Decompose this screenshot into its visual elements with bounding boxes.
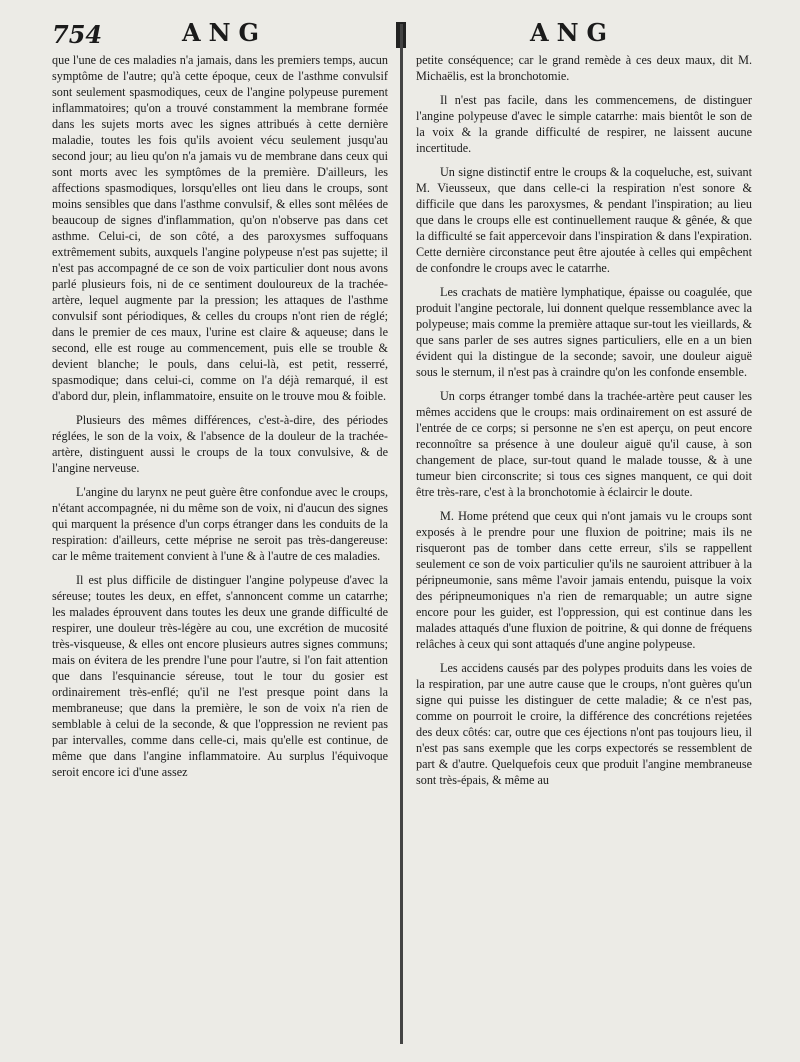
running-head-right: ANG [530,18,616,47]
paragraph: petite conséquence; car le grand remède à ces deux maux, dit M. Michaëlis, est la bronchotomie. [416,53,752,83]
left-column [52,52,388,780]
page-number: 754 [52,20,103,49]
paragraph: Les crachats de matière lymphatique, épaisse ou coagulée, que produit l'angine pectorale, lui donnent quelque ressemblance avec la polypeuse; mais comme la première attaque sur-tout les vieillards, & que sans parler de ses autres signes particuliers, elle en a un bien évident qui la distingue de la seconde; savoir, une douleur aiguë sous le sternum, il n'est pas à craindre qu'on les confonde ensemble. [416,285,752,379]
paragraph: Il est plus difficile de distinguer l'angine polypeuse d'avec la séreuse; toutes les deux, en effet, s'annoncent comme un catarrhe; les malades éprouvent dans toutes les deux une grande difficulté de respirer, une douleur très-légère au cou, une excrétion de mucosité très-visqueuse, & elles ont encore plusieurs autres signes communs; mais on évitera de les prendre l'une pour l'autre, si l'on fait attention que dans l'esquinancie séreuse, tout le tour du gosier est ordinairement très-enflé; qu'il ne l'est presque point dans la membraneuse; que dans la première, le son de voix n'a rien de semblable à celui de la seconde, & que l'oppression ne revient pas par intervalles, comme dans celle-ci, mais qu'elle est continue, de même que dans l'angine inflammatoire. Au surplus l'équivoque seroit encore ici d'une assez [52,573,388,779]
right-column [416,52,752,788]
paragraph: Il n'est pas facile, dans les commencemens, de distinguer l'angine polypeuse d'avec le simple catarrhe: mais bientôt le son de la voix & la grande difficulté de respirer, ne laissent aucune incertitude. [416,93,752,155]
paragraph: Un corps étranger tombé dans la trachée-artère peut causer les mêmes accidens que le croups: mais ordinairement on est assuré de l'entrée de ce corps; si personne ne s'en est aperçu, on peut encore reconnoître sa présence à une douleur aiguë qu'il cause, à son changement de place, sur-tout quand le malade tousse, & à une tumeur bien circonscrite; si tous ces signes manquent, ce qui doit être très-rare, c'est à la bronchotomie à éclaircir le doute. [416,389,752,499]
paragraph: Un signe distinctif entre le croups & la coqueluche, est, suivant M. Vieusseux, que dans celle-ci la respiration n'est sonore & difficile que dans les paroxysmes, & pendant l'inspiration; au lieu que dans le croups elle est continuellement rauque & gênée, & que la difficulté se fait appercevoir dans l'inspiration & dans l'expiration. Cette dernière circonstance peut être ajoutée à celles qui empêchent de confondre le croups avec le catarrhe. [416,165,752,275]
running-head-left: ANG [182,18,268,47]
paragraph: Plusieurs des mêmes différences, c'est-à-dire, des périodes réglées, le son de la voix, & l'absence de la douleur de la trachée-artère, distinguent aussi le croups de la toux convulsive, & de l'angine nerveuse. [52,413,388,475]
paragraph: Les accidens causés par des polypes produits dans les voies de la respiration, par une autre cause que le croups, n'ont guères qu'un signe qui puisse les distinguer de cette maladie; & ce n'est pas, comme on pourroit le croire, la différence des concrétions rejetées des deux côtés: car, outre que ces éjections n'ont pas toujours lieu, il n'est pas sans exemple que les corps expectorés se ressemblent de part & d'autre. Quelquefois ceux que produit l'angine membraneuse sont très-épais, & même au [416,661,752,787]
column-divider [400,24,403,1044]
paragraph: que l'une de ces maladies n'a jamais, dans les premiers temps, aucun symptôme de l'autre; qu'à cette époque, ceux de l'asthme convulsif sont seulement spasmodiques, ceux de l'angine polypeuse purement inflammatoires; qu'on a trouvé constamment la membrane formée dans les sujets morts avec les signes attribués à cette dernière maladie, toutes les fois qu'ils avoient vécu seulement jusqu'au second jour; au lieu qu'on n'a jamais vu de membrane dans ceux qui sont morts avec les symptômes de la première. D'ailleurs, les affections spasmodiques, lorsqu'elles ont lieu dans le croups, sont moins sensibles que dans l'asthme convulsif, & elles sont mêlées de beaucoup de signes d'inflammation, qu'on n'observe pas dans cet asthme. Celui-ci, de son côté, a des paroxysmes suffoquans extrêmement subits, auxquels l'angine polypeuse n'est pas sujette; il n'est pas accompagné de ce son de voix particulier dont nous avons parlé plusieurs fois, ni de ce sentiment douloureux de la trachée-artère, lequel augmente par la pression; les attaques de l'asthme convulsif sont périodiques, & celles du croups n'ont rien de réglé; dans le premier de ces maux, l'urine est claire & aqueuse; dans le second, elle est rouge au commencement, puis elle se trouble & devient blanche; le pouls, dans celui-là, est petit, resserré, spasmodique; dans celui-ci, comme on l'a déjà remarqué, il est d'abord dur, plein, inflammatoire, ensuite on le trouve mou & foible. [52,53,388,403]
paragraph: M. Home prétend que ceux qui n'ont jamais vu le croups sont exposés à le prendre pour une fluxion de poitrine; mais ils ne risqueront pas de tomber dans cette erreur, s'ils se rappellent seulement ce son de voix particulier qu'ils ne sauroient attribuer à la péripneumonie, sans même l'avoir jamais entendu, puisque la voix des péripneumoniques n'a rien de remarquable; un autre signe encore pour les guider, est l'oppression, qui est continue dans les malades attaqués d'une fluxion de poitrine, & qui donne de fréquens relâches à ceux qui sont attaqués d'une angine polypeuse. [416,509,752,651]
paragraph: L'angine du larynx ne peut guère être confondue avec le croups, n'étant accompagnée, ni du même son de voix, ni d'aucun des signes qui marquent la présence d'un corps étranger dans les conduits de la respiration: d'ailleurs, cette méprise ne seroit pas très-dangereuse: car le même traitement convient à l'une & à l'autre de ces maladies. [52,485,388,563]
